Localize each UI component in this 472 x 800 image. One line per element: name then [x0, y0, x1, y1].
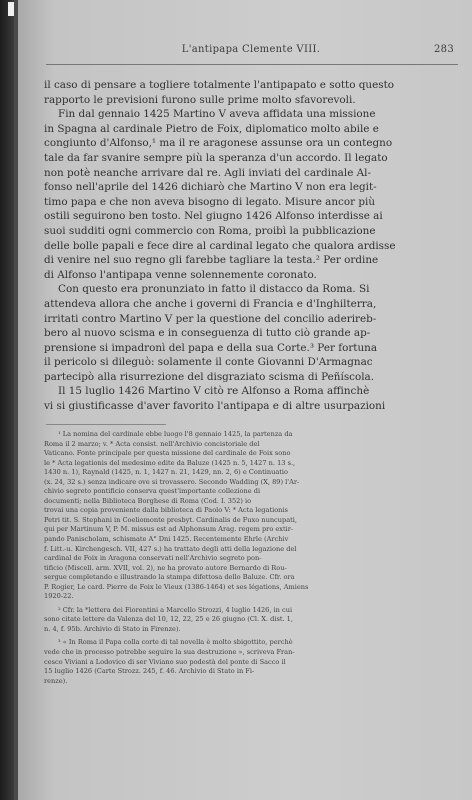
- footnote-line: chivio segreto pontificio conserva quest'importante collezione di: [44, 487, 261, 496]
- body-line: il pericolo si dileguò: solamente il conte Giovanni D'Armagnac: [44, 356, 373, 369]
- footnote-line: (x. 24, 32 s.) senza indicare ove si trovassero. Secondo Wadding (X, 89) l'Ar-: [44, 477, 300, 486]
- footnote-line: vede che in processo potrebbe seguire la sua destruzione », scriveva Fran-: [44, 648, 295, 657]
- footnote-line: Roma il 2 marzo; v. * Acta consist. nell'Archivio concistoriale del: [44, 439, 260, 448]
- body-line: vi si giustificasse d'aver favorito l'antipapa e di altre usurpazioni: [44, 400, 386, 413]
- footnote-line: P. Rogier, Le card. Pierre de Foix le Vieux (1386-1464) et ses légations, Amiens: [44, 582, 309, 591]
- body-line: non potè neanche arrivare dal re. Agli inviati del cardinale Al-: [44, 166, 371, 179]
- body-line: irritati contro Martino V per la questione del concilio aderireb-: [44, 312, 377, 325]
- footnote-line: sono citate lettere da Valenza del 10, 12, 22, 25 e 26 giugno (Cl. X. dist. 1,: [44, 615, 293, 624]
- running-title: L'antipapa Clemente VIII.: [181, 44, 321, 55]
- body-line: di venire nel suo regno gli farebbe tagliare la testa.² Per ordine: [44, 254, 379, 267]
- footnote-line: sergue completando e illustrando la stampa difettosa dello Baluze. Cfr. ora: [44, 573, 295, 582]
- body-line: suoi sudditi ogni commercio con Roma, proibì la pubblicazione: [44, 224, 376, 237]
- body-line: Fin dal gennaio 1425 Martino V aveva affidata una missione: [58, 108, 376, 121]
- footnote-line: Petri tit. S. Stephani in Coeliomonte presbyt. Cardinalis de Fuxo nuncupati,: [44, 515, 298, 524]
- book-page: [18, 0, 472, 800]
- book-gutter-shadow: [0, 0, 14, 800]
- body-line: partecipò alla risurrezione del disgraziato scisma di Peñíscola.: [44, 370, 375, 383]
- footnote-line: ¹ La nomina del cardinale ebbe luogo l'8 gennaio 1425, la partenza da: [58, 430, 293, 438]
- footnote-line: le * Acta legationis del medesimo edite da Baluze (1425 n. 5, 1427 n. 13 s.,: [44, 458, 296, 467]
- page-number: 283: [434, 44, 454, 55]
- body-line: congiunto d'Alfonso,¹ ma il re aragonese assunse ora un contegno: [44, 137, 393, 150]
- footnote-line: Vaticano. Fonte principale per questa missione del cardinale de Foix sono: [44, 449, 291, 458]
- body-line: di Alfonso l'antipapa venne solennemente coronato.: [44, 268, 317, 281]
- running-header: [48, 44, 454, 62]
- body-line: timo papa e che non aveva bisogno di legato. Misure ancor più: [44, 195, 376, 208]
- footnotes: [44, 430, 458, 686]
- footnote-line: trovai una copia proveniente dalla biblioteca di Paolo V: * Acta legationis: [44, 506, 288, 515]
- body-line: Il 15 luglio 1426 Martino V citò re Alfonso a Roma affinchè: [58, 385, 370, 398]
- footnote-line: 15 luglio 1426 (Carte Strozz. 245, f. 46. Archivio di Stato in Fi-: [44, 667, 255, 676]
- footnote-line: cesco Viviani a Lodovico di ser Viviano suo podestà del ponte di Sacco il: [44, 657, 286, 666]
- body-line: delle bolle papali e fece dire al cardinal legato che qualora ardisse: [44, 239, 396, 252]
- footnote-line: ³ « In Roma il Papa colla corte di tal novella è molto sbigottito, perchè: [58, 638, 293, 647]
- body-line: prensione si impadronì del papa e della sua Corte.³ Per fortuna: [44, 341, 378, 354]
- body-line: tale da far svanire sempre più la speranza d'un accordo. Il legato: [44, 151, 388, 164]
- body-line: il caso di pensare a togliere totalmente l'antipapato e sotto questo: [44, 79, 395, 91]
- footnote-line: qui per Martinum V, P. M. missus est ad Alphonsum Arag. regem pro extir-: [44, 525, 294, 534]
- page-edge-tab: [8, 2, 14, 16]
- body-text: [44, 78, 458, 414]
- body-line: Con questo era pronunziato in fatto il distacco da Roma. Si: [58, 283, 370, 296]
- footnote-line: documenti; nella Biblioteca Borghese di Roma (Cod. I. 352) io: [44, 496, 252, 505]
- footnote-rule: [46, 424, 166, 425]
- body-line: ostili seguirono ben tosto. Nel giugno 1426 Alfonso interdisse ai: [44, 210, 383, 223]
- header-rule: [46, 64, 458, 65]
- body-line: in Spagna al cardinale Pietro de Foix, diplomatico molto abile e: [44, 122, 379, 135]
- body-line: attendeva allora che anche i governi di Francia e d'Inghilterra,: [44, 297, 377, 310]
- footnote-line: n. 4, f. 95b. Archivio di Stato in Firenze).: [44, 624, 181, 633]
- footnote-line: tificio (Miscell. arm. XVII, vol. 2), ne ha provato autore Bernardo di Rou-: [44, 563, 287, 572]
- footnote-line: cardinal de Foix in Aragona conservati nell'Archivio segreto pon-: [44, 554, 262, 563]
- body-line: fonso nell'aprile del 1426 dichiarò che Martino V non era legit-: [44, 181, 377, 194]
- footnote-line: renze).: [44, 676, 68, 685]
- body-line: rapporto le previsioni furono sulle prime molto sfavorevoli.: [44, 93, 356, 106]
- footnote-line: f. Litt.-u. Kirchengesch. VII, 427 s.) ha trattato degli atti della legazione del: [44, 544, 297, 553]
- footnote-line: ² Cfr. la *lettera dei Fiorentini a Marcello Strozzi, 4 luglio 1426, in cui: [58, 605, 293, 614]
- footnote-line: 1430 n. 1), Raynald (1425, n. 1, 1427 n. 21, 1429, nn. 2, 6) e Continuatio: [44, 468, 288, 477]
- footnote-line: 1920-22.: [44, 592, 74, 601]
- body-line: bero al nuovo scisma e in conseguenza di tutto ciò grande ap-: [44, 327, 371, 340]
- footnote-line: pando Panischolam, schismate A° Dni 1425. Recentemente Ehrle (Archiv: [44, 535, 289, 544]
